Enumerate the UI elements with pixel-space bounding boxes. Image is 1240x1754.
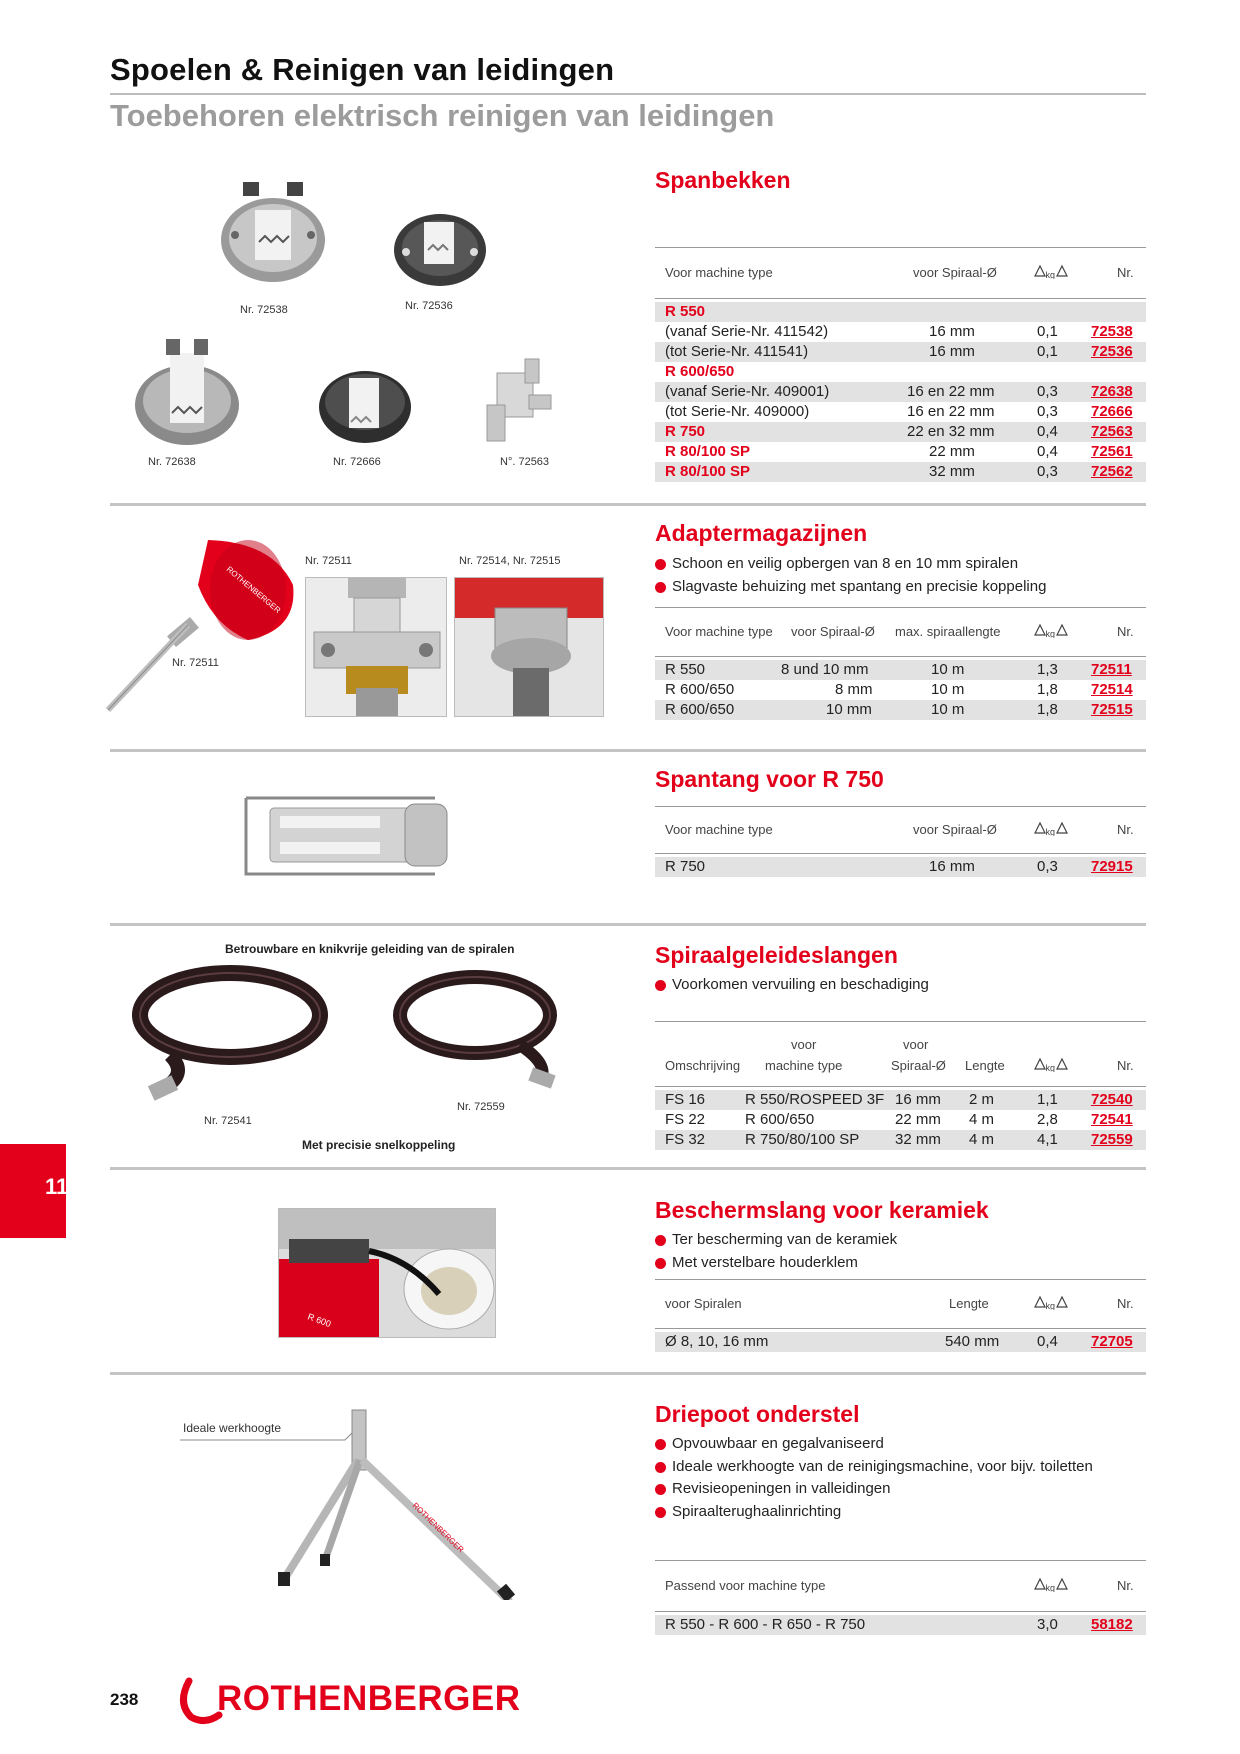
table-row: (vanaf Serie-Nr. 411542) 16 mm 0,1 72538 (665, 323, 1133, 340)
section-title-spiraalgeleideslangen: Spiraalgeleideslangen (655, 942, 898, 968)
caption-jaw-72538: Nr. 72538 (240, 304, 288, 316)
header-nr: Nr. (1117, 265, 1134, 280)
section-title-adaptermagazijnen: Adaptermagazijnen (655, 520, 868, 546)
article-link[interactable]: 72666 (1091, 403, 1133, 420)
table-adaptermagazijnen (655, 607, 1146, 718)
jaw-72538-image (215, 180, 335, 290)
header-nr: Nr. (1117, 1578, 1134, 1593)
coupling-72511-image (305, 577, 447, 717)
coupling-72514-image (454, 577, 604, 717)
article-link[interactable]: 72559 (1091, 1131, 1133, 1148)
table-row: R 600/650 8 mm 10 m 1,8 72514 (665, 681, 1133, 698)
table-row: R 750 16 mm 0,3 72915 (655, 857, 1146, 877)
section-divider (110, 749, 1146, 752)
header-description: Omschrijving (665, 1058, 741, 1073)
table-header (655, 1560, 1146, 1612)
guide-hose-72559-image (390, 965, 580, 1100)
table-header (655, 607, 1146, 657)
bullet-item: Spiraalterughaalinrichting (655, 1501, 1093, 1524)
header-machine: Passend voor machine type (665, 1578, 826, 1593)
protective-hose-image (278, 1208, 496, 1338)
bullet-item: Revisieopeningen in valleidingen (655, 1478, 1093, 1501)
table-row: R 550 (655, 302, 1146, 322)
weight-scale-icon (1033, 1294, 1069, 1310)
svg-text:kg: kg (1045, 827, 1056, 836)
header-machine: Voor machine type (665, 822, 773, 837)
bullet-item: Ter bescherming van de keramiek (655, 1229, 897, 1252)
caption-hose-72559: Nr. 72559 (457, 1101, 505, 1113)
caption-hose-72541: Nr. 72541 (204, 1115, 252, 1127)
bullet-item: Ideale werkhoogte van de reinigingsmachine, voor bijv. toiletten (655, 1456, 1093, 1479)
table-row: R 600/650 (665, 363, 735, 380)
section-title-spantang: Spantang voor R 750 (655, 766, 884, 792)
header-machine: Voor machine type (665, 265, 773, 280)
article-link[interactable]: 72562 (1091, 463, 1133, 480)
header-length: max. spiraallengte (895, 624, 1001, 639)
caption-coupling-72514-72515: Nr. 72514, Nr. 72515 (459, 555, 561, 567)
article-link[interactable]: 72561 (1091, 443, 1133, 460)
weight-scale-icon (1033, 1576, 1069, 1592)
header-length: Lengte (949, 1296, 989, 1311)
article-link[interactable]: 72514 (1091, 681, 1133, 698)
article-link[interactable]: 72538 (1091, 323, 1133, 340)
caption-jaw-72536: Nr. 72536 (405, 300, 453, 312)
article-link[interactable]: 72536 (1091, 343, 1133, 360)
header-spiral-line2: Spiraal-Ø (891, 1058, 946, 1073)
caption-coupling-72511: Nr. 72511 (305, 555, 352, 567)
table-beschermslang (655, 1279, 1146, 1350)
bullet-item: Met verstelbare houderklem (655, 1252, 897, 1275)
header-machine-line1: voor (791, 1037, 817, 1052)
bullet-item: Slagvaste behuizing met spantang en precisie koppeling (655, 576, 1046, 599)
jaw-72563-image (485, 355, 555, 445)
table-row: FS 22 R 600/650 22 mm 4 m 2,8 72541 (665, 1111, 1133, 1128)
caption-reliable-guiding: Betrouwbare en knikvrije geleiding van de spiralen (225, 942, 515, 956)
page-number: 238 (110, 1690, 139, 1709)
svg-text:kg: kg (1045, 1301, 1056, 1310)
header-spiral: voor Spiraal-Ø (913, 822, 997, 837)
caption-precision-coupling: Met precisie snelkoppeling (302, 1138, 456, 1152)
weight-scale-icon (1033, 263, 1069, 279)
table-spiraalgeleideslangen (655, 1021, 1146, 1148)
weight-scale-icon (1033, 622, 1069, 638)
caption-adapter-72511: Nr. 72511 (172, 657, 219, 669)
svg-text:kg: kg (1045, 1063, 1056, 1072)
section-title-driepoot: Driepoot onderstel (655, 1401, 860, 1427)
table-row: FS 32 R 750/80/100 SP 32 mm 4 m 4,1 72559 (655, 1130, 1146, 1150)
table-row: R 550 - R 600 - R 650 - R 750 3,0 58182 (655, 1615, 1146, 1635)
svg-text:ROTHENBERGER: ROTHENBERGER (224, 564, 283, 615)
header-spirals: voor Spiralen (665, 1296, 742, 1311)
article-link[interactable]: 72540 (1091, 1091, 1133, 1108)
section-title-beschermslang: Beschermslang voor keramiek (655, 1197, 989, 1223)
svg-text:R 600: R 600 (306, 1311, 333, 1330)
header-nr: Nr. (1117, 1296, 1134, 1311)
header-machine-line2: machine type (765, 1058, 843, 1073)
article-link[interactable]: 72705 (1091, 1333, 1133, 1350)
svg-text:ROTHENBERGER: ROTHENBERGER (410, 1500, 466, 1555)
article-link[interactable]: 72541 (1091, 1111, 1133, 1128)
chapter-number: 11 (45, 1174, 69, 1199)
table-row: Ø 8, 10, 16 mm 540 mm 0,4 72705 (655, 1332, 1146, 1352)
section-divider (110, 923, 1146, 926)
bullet-list-adaptermagazijnen (655, 553, 1046, 598)
bullet-item: Opvouwbaar en gegalvaniseerd (655, 1433, 1093, 1456)
article-link[interactable]: 72563 (1091, 423, 1133, 440)
header-machine: Voor machine type (665, 624, 773, 639)
page-subtitle: Toebehoren elektrisch reinigen van leidingen (110, 98, 775, 133)
svg-text:kg: kg (1045, 629, 1056, 638)
table-row: R 750 22 en 32 mm 0,4 72563 (655, 422, 1146, 442)
guide-hose-72541-image (130, 965, 330, 1105)
header-nr: Nr. (1117, 1058, 1134, 1073)
weight-scale-icon (1033, 1056, 1069, 1072)
article-link[interactable]: 72915 (1091, 858, 1133, 875)
collet-72915-image (240, 790, 465, 880)
brand-name: ROTHENBERGER (217, 1679, 521, 1718)
table-row: (vanaf Serie-Nr. 409001) 16 en 22 mm 0,3 72638 (655, 382, 1146, 402)
chapter-tab (0, 1144, 69, 1238)
header-spiral-line1: voor (903, 1037, 929, 1052)
tripod-image (180, 1400, 530, 1600)
page-title: Spoelen & Reinigen van leidingen (110, 52, 615, 87)
header-length: Lengte (965, 1058, 1005, 1073)
table-header (655, 247, 1146, 299)
header-nr: Nr. (1117, 822, 1134, 837)
caption-jaw-72563: N°. 72563 (500, 456, 550, 468)
jaw-72638-image (130, 335, 245, 450)
header-spiral: voor Spiraal-Ø (791, 624, 875, 639)
bullet-list-driepoot (655, 1433, 1093, 1523)
table-row: R 80/100 SP 22 mm 0,4 72561 (665, 443, 1133, 460)
jaw-72536-image (390, 200, 490, 290)
section-divider (110, 1167, 1146, 1170)
table-row: R 600/650 10 mm 10 m 1,8 72515 (655, 700, 1146, 720)
table-row: (tot Serie-Nr. 411541) 16 mm 0,1 72536 (655, 342, 1146, 362)
brand-logo (175, 1675, 535, 1725)
table-spantang (655, 806, 1146, 875)
table-header (655, 1021, 1146, 1087)
bullet-item: Voorkomen vervuiling en beschadiging (655, 974, 929, 997)
bullet-item: Schoon en veilig opbergen van 8 en 10 mm spiralen (655, 553, 1046, 576)
svg-text:kg: kg (1045, 270, 1056, 279)
section-title-spanbekken: Spanbekken (655, 167, 791, 193)
table-row: (tot Serie-Nr. 409000) 16 en 22 mm 0,3 72666 (665, 403, 1133, 420)
table-row: R 80/100 SP 32 mm 0,3 72562 (655, 462, 1146, 482)
header-spiral: voor Spiraal-Ø (913, 265, 997, 280)
table-spanbekken (655, 247, 1146, 480)
jaw-72666-image (315, 352, 415, 447)
caption-jaw-72638: Nr. 72638 (148, 456, 196, 468)
article-link[interactable]: 58182 (1091, 1616, 1133, 1633)
section-divider (110, 503, 1146, 506)
adapter-magazine-image (98, 530, 298, 720)
table-driepoot (655, 1560, 1146, 1633)
caption-jaw-72666: Nr. 72666 (333, 456, 381, 468)
article-link[interactable]: 72638 (1091, 383, 1133, 400)
bullet-list-spiraalgeleideslangen (655, 974, 929, 997)
article-link[interactable]: 72511 (1091, 661, 1132, 678)
bullet-list-beschermslang (655, 1229, 897, 1274)
table-header (655, 1279, 1146, 1329)
table-header (655, 806, 1146, 854)
header-nr: Nr. (1117, 624, 1134, 639)
callout-working-height: Ideale werkhoogte (183, 1421, 282, 1435)
section-divider (110, 1372, 1146, 1375)
table-row: FS 16 R 550/ROSPEED 3F 16 mm 2 m 1,1 72540 (655, 1090, 1146, 1110)
article-link[interactable]: 72515 (1091, 701, 1133, 718)
weight-scale-icon (1033, 820, 1069, 836)
svg-text:kg: kg (1045, 1583, 1056, 1592)
title-divider (110, 93, 1146, 95)
table-row: R 550 8 und 10 mm 10 m 1,3 72511 (655, 660, 1146, 680)
